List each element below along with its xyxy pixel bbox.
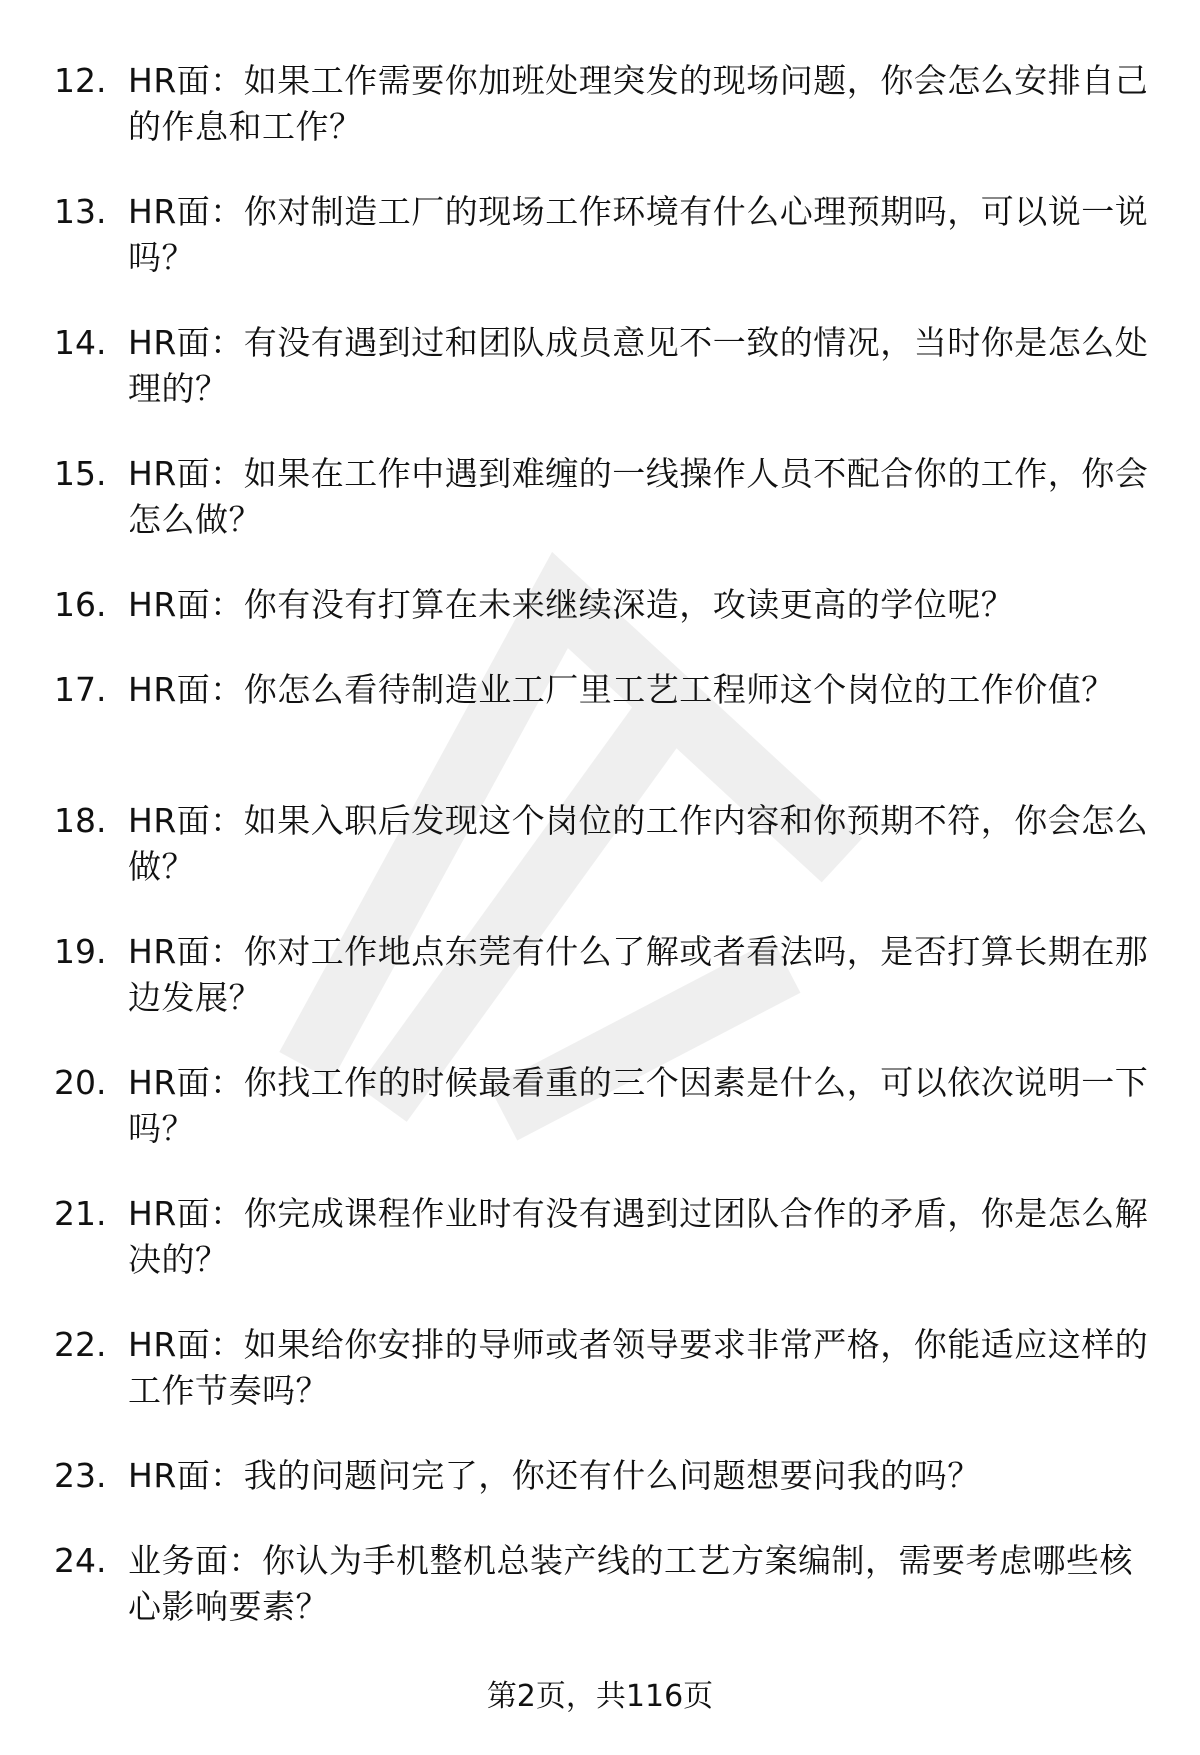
question-number: 14. (54, 323, 107, 362)
question-number: 23. (54, 1456, 107, 1495)
question-item-15 (0, 451, 1200, 582)
question-item-13 (0, 189, 1200, 320)
question-text: HR面：你找工作的时候最看重的三个因素是什么，可以依次说明一下吗？ (128, 1063, 1149, 1148)
question-text: HR面：你怎么看待制造业工厂里工艺工程师这个岗位的工作价值？ (128, 670, 1115, 709)
question-text: HR面：有没有遇到过和团队成员意见不一致的情况，当时你是怎么处理的？ (128, 323, 1149, 408)
question-text: HR面：如果给你安排的导师或者领导要求非常严格，你能适应这样的工作节奏吗？ (128, 1325, 1149, 1410)
question-item-16 (0, 582, 1200, 667)
question-text: HR面：你完成课程作业时有没有遇到过团队合作的矛盾，你是怎么解决的？ (128, 1194, 1149, 1279)
question-number: 24. (54, 1541, 107, 1580)
question-number: 12. (54, 61, 107, 100)
question-item-18 (0, 798, 1200, 929)
question-item-14 (0, 320, 1200, 451)
question-text: HR面：你有没有打算在未来继续深造，攻读更高的学位呢？ (128, 585, 1015, 624)
question-number: 20. (54, 1063, 107, 1102)
page-number-label: 第2页，共116页 (486, 1679, 714, 1714)
question-text: HR面：我的问题问完了，你还有什么问题想要问我的吗？ (128, 1456, 981, 1495)
question-item-24 (0, 1538, 1200, 1669)
question-number: 17. (54, 670, 107, 709)
question-number: 13. (54, 192, 107, 231)
question-number: 15. (54, 454, 107, 493)
page-footer (0, 1677, 1200, 1717)
question-text: HR面：你对工作地点东莞有什么了解或者看法吗，是否打算长期在那边发展？ (128, 932, 1149, 1017)
question-number: 16. (54, 585, 107, 624)
question-text: HR面：如果工作需要你加班处理突发的现场问题，你会怎么安排自己的作息和工作？ (128, 61, 1149, 146)
question-item-12 (0, 58, 1200, 189)
question-item-22 (0, 1322, 1200, 1453)
question-item-17 (0, 667, 1200, 798)
question-item-19 (0, 929, 1200, 1060)
question-text: HR面：如果入职后发现这个岗位的工作内容和你预期不符，你会怎么做？ (128, 801, 1149, 886)
question-number: 21. (54, 1194, 107, 1233)
question-text: 业务面：你认为手机整机总装产线的工艺方案编制，需要考虑哪些核心影响要素？ (128, 1541, 1133, 1626)
question-number: 22. (54, 1325, 107, 1364)
question-text: HR面：你对制造工厂的现场工作环境有什么心理预期吗，可以说一说吗？ (128, 192, 1149, 277)
question-item-20 (0, 1060, 1200, 1191)
question-item-23 (0, 1453, 1200, 1538)
question-number: 18. (54, 801, 107, 840)
question-item-21 (0, 1191, 1200, 1322)
question-number: 19. (54, 932, 107, 971)
question-text: HR面：如果在工作中遇到难缠的一线操作人员不配合你的工作，你会怎么做？ (128, 454, 1149, 539)
question-list (0, 58, 1200, 1669)
